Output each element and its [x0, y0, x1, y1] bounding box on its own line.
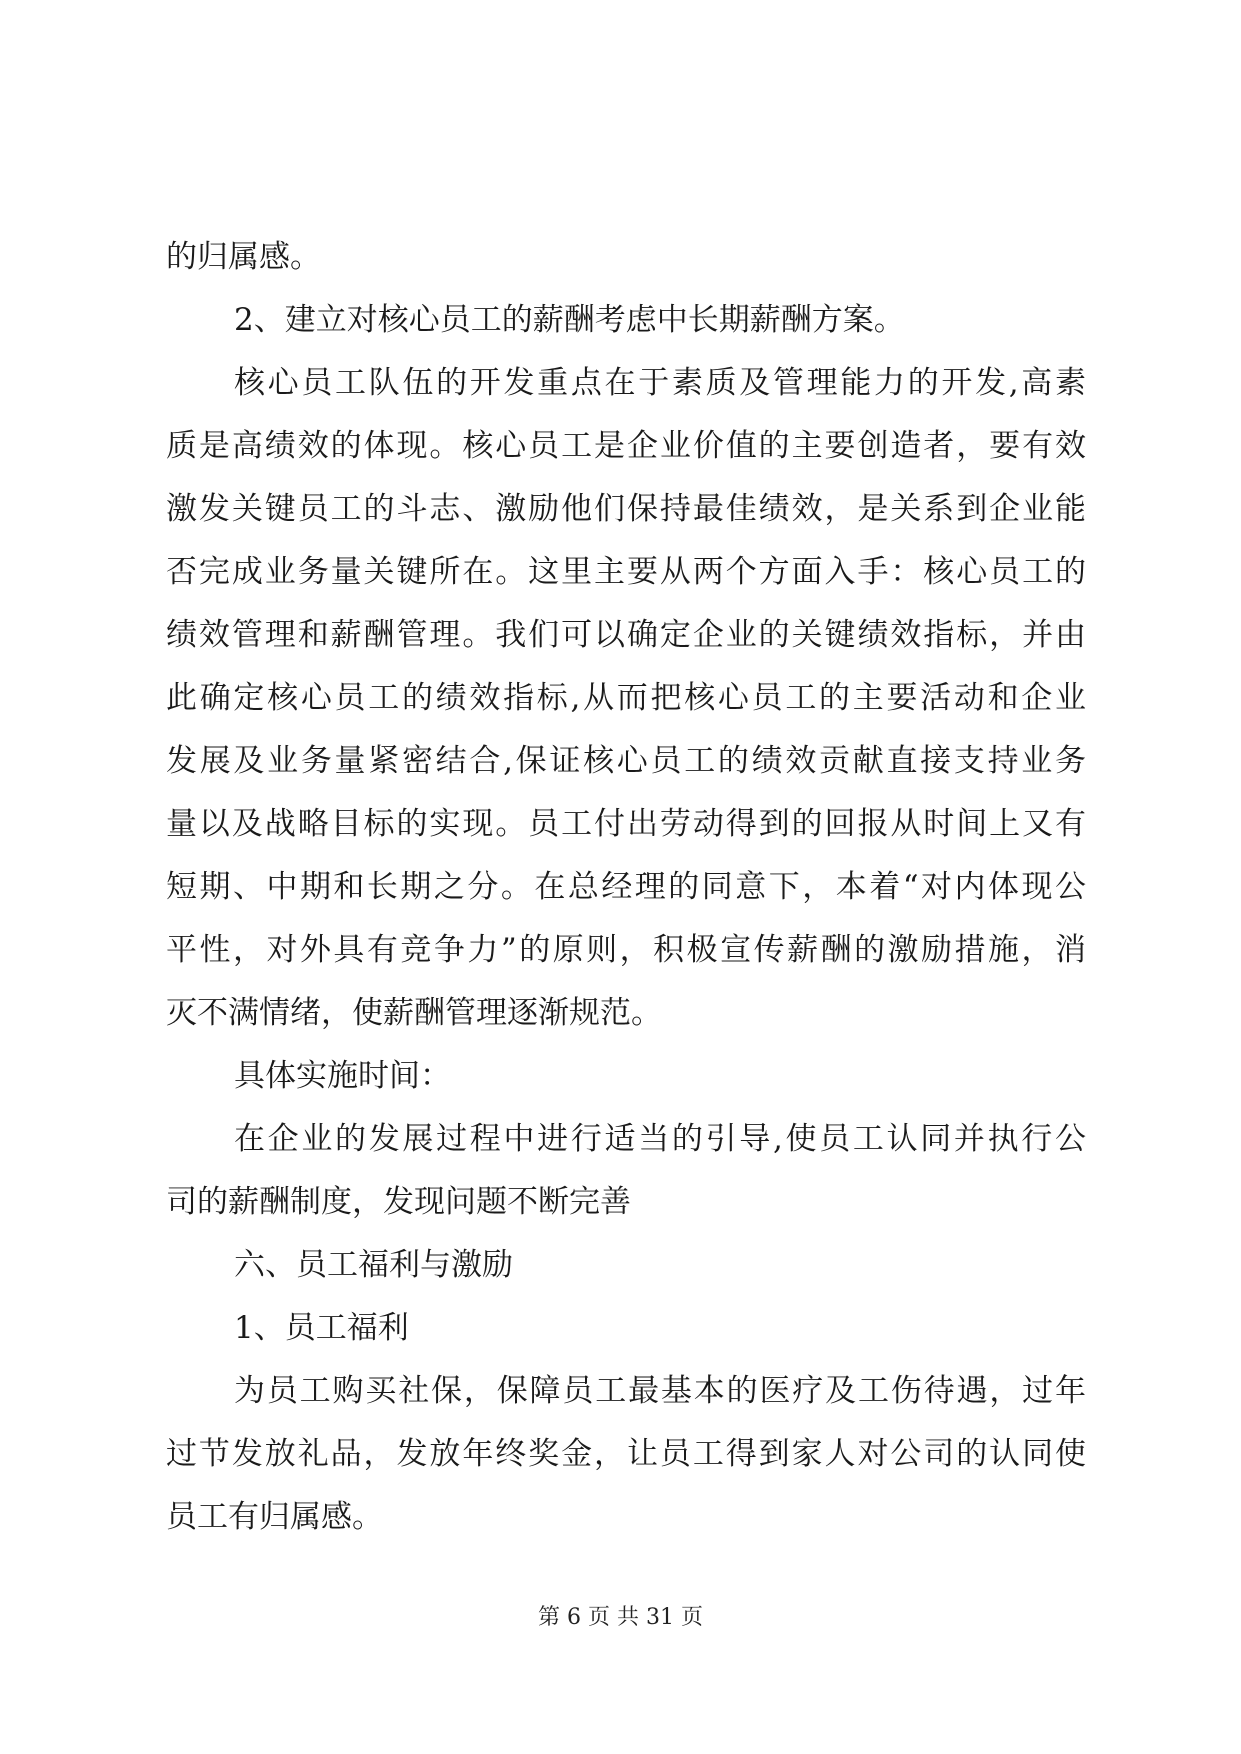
text-line: 量以及战略目标的实现。员工付出劳动得到的回报从时间上又有: [166, 806, 1086, 842]
text-line: 绩效管理和薪酬管理。我们可以确定企业的关键绩效指标，并由: [166, 617, 1086, 653]
page-footer: 第 6 页 共 31 页: [538, 1605, 703, 1630]
text-line: 过节发放礼品，发放年终奖金，让员工得到家人对公司的认同使: [166, 1436, 1086, 1472]
text-line: 在企业的发展过程中进行适当的引导,使员工认同并执行公: [234, 1121, 1086, 1157]
text-line: 此确定核心员工的绩效指标,从而把核心员工的主要活动和企业: [166, 680, 1086, 716]
text-line: 具体实施时间：: [234, 1058, 451, 1094]
text-line: 司的薪酬制度，发现问题不断完善: [166, 1184, 631, 1220]
body-text: [166, 226, 1086, 1549]
text-line: 质是高绩效的体现。核心员工是企业价值的主要创造者，要有效: [166, 428, 1086, 464]
text-line: 六、员工福利与激励: [234, 1247, 513, 1283]
text-line: 员工有归属感。: [166, 1499, 383, 1535]
text-line: 1、员工福利: [234, 1310, 409, 1346]
text-line: 2、建立对核心员工的薪酬考虑中长期薪酬方案。: [234, 302, 905, 338]
text-line: 的归属感。: [166, 239, 321, 275]
text-line: 否完成业务量关键所在。这里主要从两个方面入手：核心员工的: [166, 554, 1086, 590]
text-line: 发展及业务量紧密结合,保证核心员工的绩效贡献直接支持业务: [166, 743, 1086, 779]
text-line: 灭不满情绪，使薪酬管理逐渐规范。: [166, 995, 662, 1031]
text-line: 为员工购买社保，保障员工最基本的医疗及工伤待遇，过年: [234, 1373, 1086, 1409]
text-line: 平性，对外具有竞争力”的原则，积极宣传薪酬的激励措施，消: [166, 932, 1086, 968]
text-line: 激发关键员工的斗志、激励他们保持最佳绩效，是关系到企业能: [166, 491, 1086, 527]
text-line: 短期、中期和长期之分。在总经理的同意下，本着“对内体现公: [166, 869, 1086, 905]
text-line: 核心员工队伍的开发重点在于素质及管理能力的开发,高素: [234, 365, 1086, 401]
